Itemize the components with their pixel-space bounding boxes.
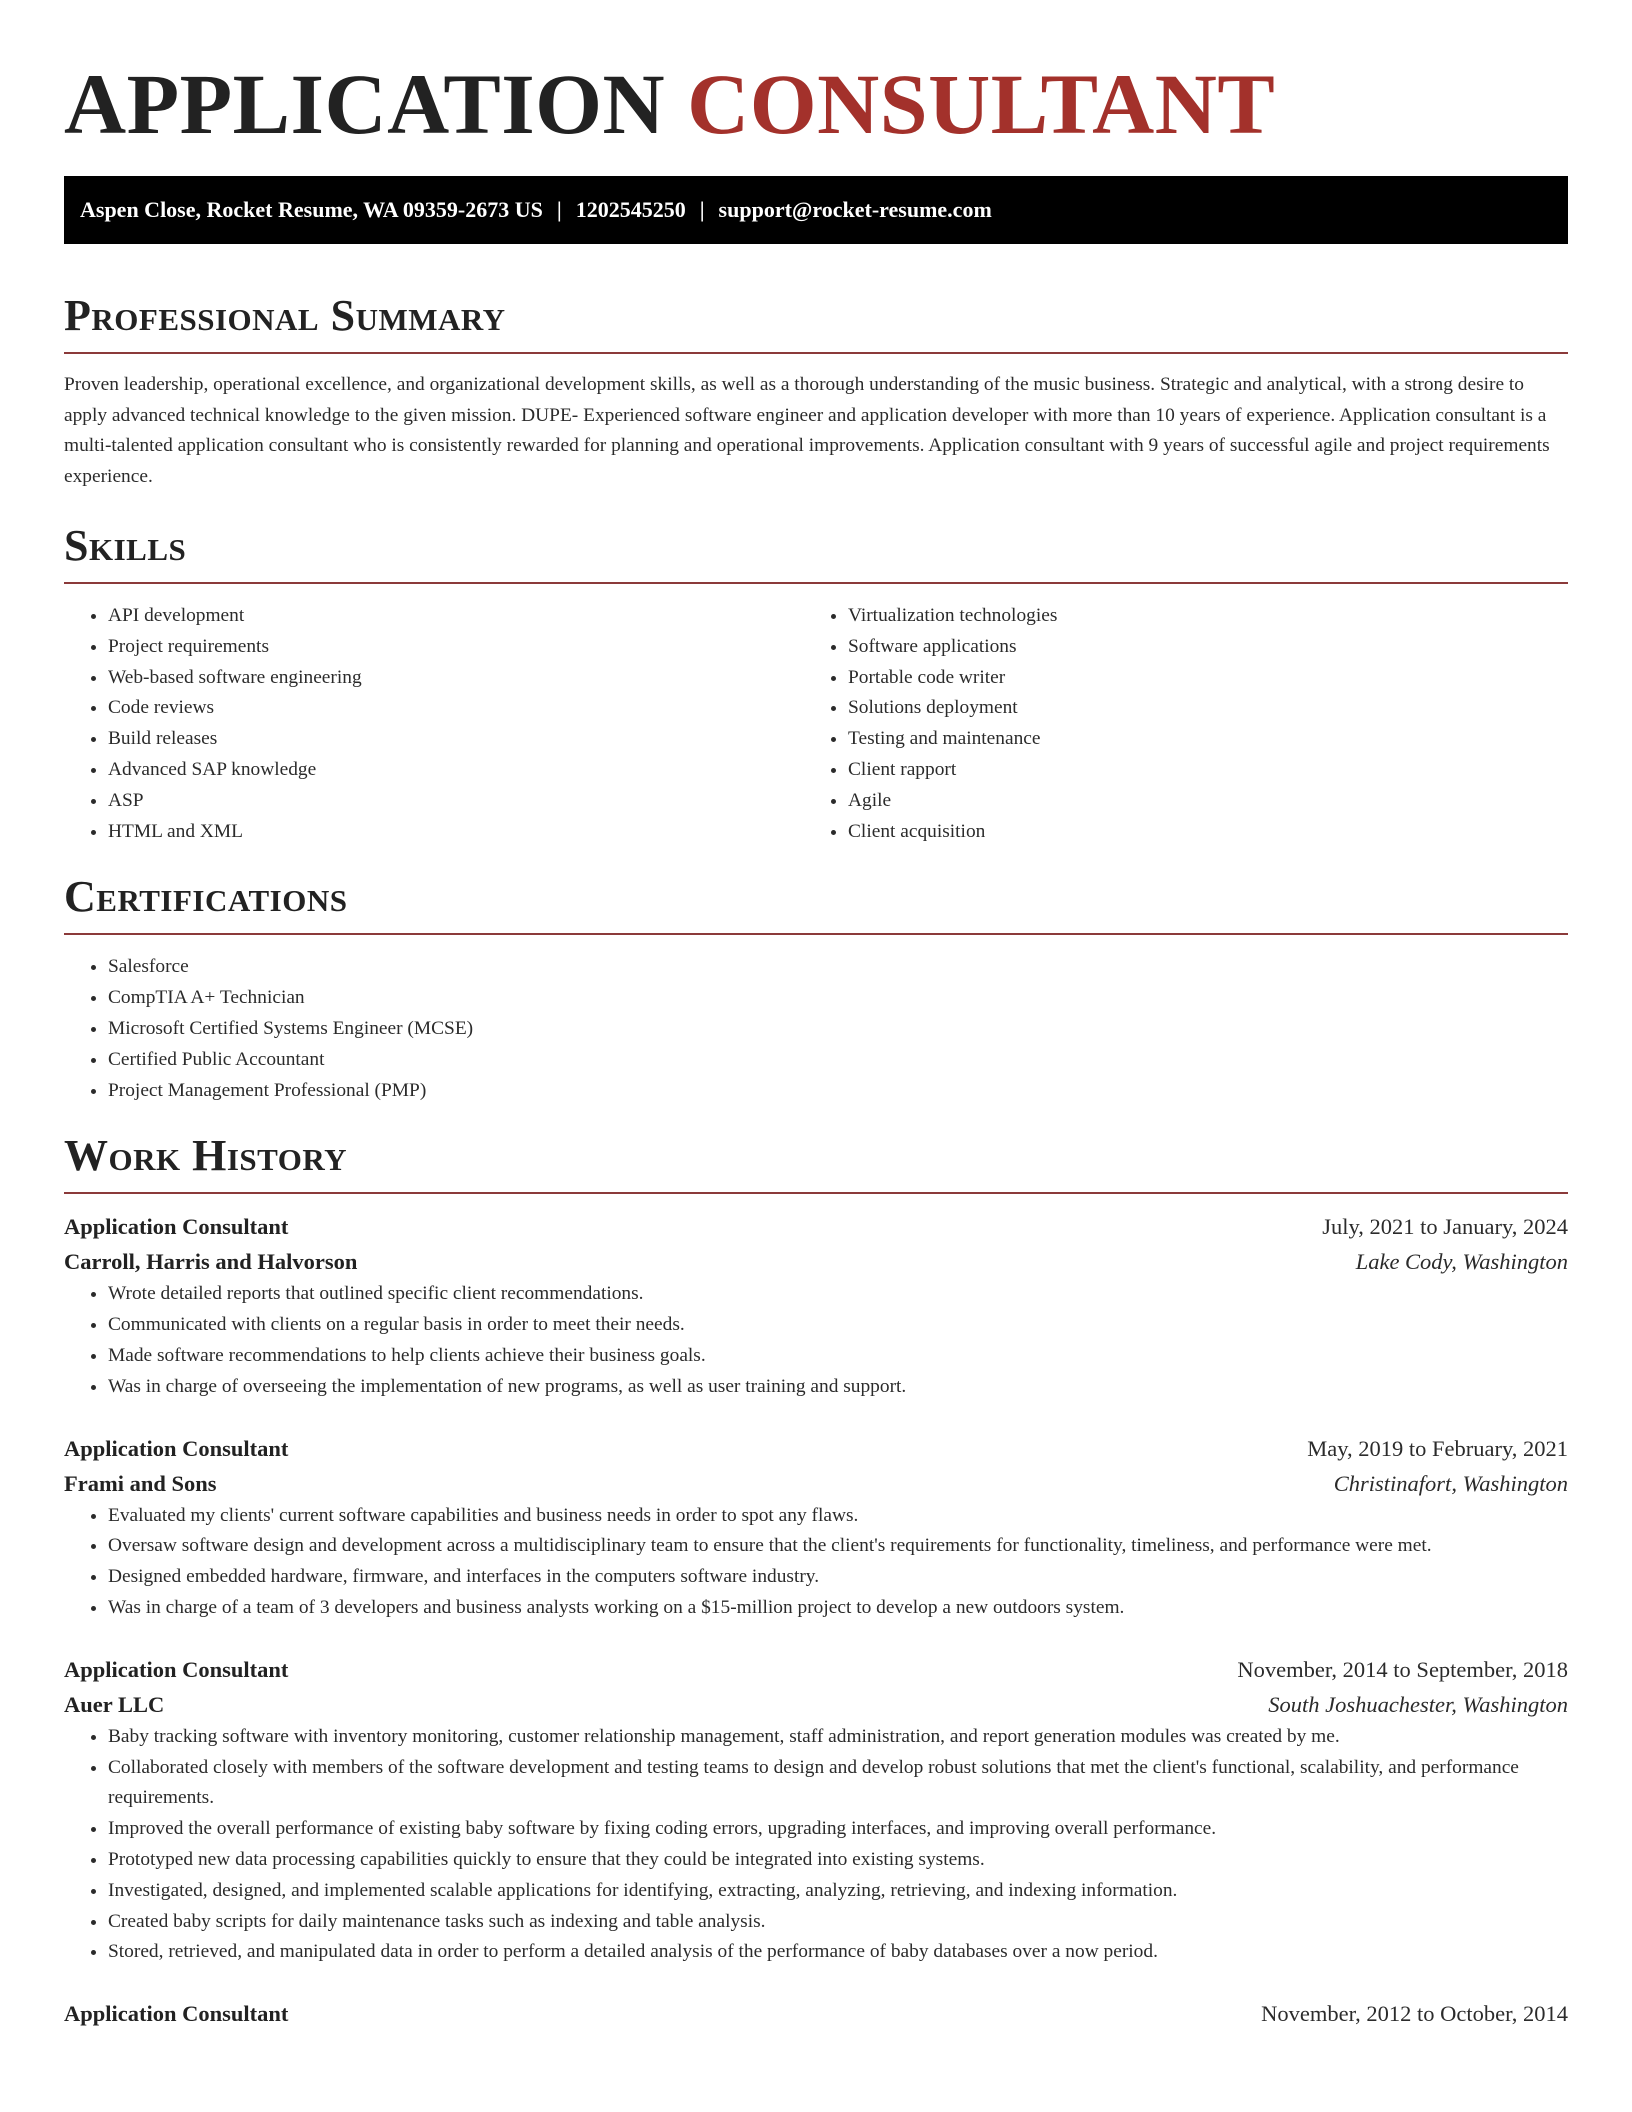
job-bullets bbox=[64, 1501, 1568, 1624]
certification-item: • CompTIA A+ Technician bbox=[108, 983, 1568, 1014]
job-bullet: • Designed embedded hardware, firmware, and interfaces in the computers software industry. bbox=[108, 1562, 1568, 1593]
contact-bar bbox=[64, 176, 1568, 244]
job-bullet: • Was in charge of a team of 3 developers and business analysts working on a $15-million project to develop a new outdoors system. bbox=[108, 1593, 1568, 1624]
skill-item: • Web-based software engineering bbox=[108, 663, 804, 694]
contact-email[interactable]: support@rocket-resume.com bbox=[718, 197, 992, 222]
job-subheader bbox=[64, 1244, 1568, 1279]
skill-item: • HTML and XML bbox=[108, 817, 804, 848]
job-bullet: • Stored, retrieved, and manipulated data in order to perform a detailed analysis of the performance of baby databases over a now period. bbox=[108, 1937, 1568, 1968]
job-title: Application Consultant bbox=[64, 1435, 289, 1461]
job-bullet: • Prototyped new data processing capabilities quickly to ensure that they could be integrated into existing systems. bbox=[108, 1845, 1568, 1876]
skill-item: • Portable code writer bbox=[848, 663, 1544, 694]
skill-item: • Agile bbox=[848, 786, 1544, 817]
skills-section bbox=[64, 520, 1568, 847]
job-entry bbox=[64, 1652, 1568, 1968]
job-bullets bbox=[64, 1722, 1568, 1968]
skill-item: • Code reviews bbox=[108, 693, 804, 724]
job-entry bbox=[64, 1209, 1568, 1402]
skill-item: • Project requirements bbox=[108, 632, 804, 663]
job-subheader bbox=[64, 1687, 1568, 1722]
certification-item: • Microsoft Certified Systems Engineer (MCSE) bbox=[108, 1014, 1568, 1045]
job-bullet: • Baby tracking software with inventory monitoring, customer relationship management, staff administration, and report generation modules was created by me. bbox=[108, 1722, 1568, 1753]
contact-separator: | bbox=[699, 197, 705, 222]
certifications-list bbox=[64, 952, 1568, 1106]
job-bullet: • Oversaw software design and development across a multidisciplinary team to ensure that the client's requirements for functionality, timeliness, and performance were met. bbox=[108, 1531, 1568, 1562]
summary-section bbox=[64, 290, 1568, 492]
job-dates: November, 2012 to October, 2014 bbox=[1261, 2001, 1568, 2027]
section-divider bbox=[64, 933, 1568, 935]
skill-item: • ASP bbox=[108, 786, 804, 817]
certification-item: • Project Management Professional (PMP) bbox=[108, 1076, 1568, 1107]
job-dates: May, 2019 to February, 2021 bbox=[1307, 1435, 1568, 1461]
job-header bbox=[64, 1209, 1568, 1244]
skills-heading: Skills bbox=[64, 521, 187, 570]
skill-item: • Client rapport bbox=[848, 755, 1544, 786]
job-bullet: • Wrote detailed reports that outlined specific client recommendations. bbox=[108, 1279, 1568, 1310]
job-title: Application Consultant bbox=[64, 2001, 289, 2027]
title-part-2: CONSULTANT bbox=[687, 56, 1276, 152]
skill-item: • Software applications bbox=[848, 632, 1544, 663]
job-bullet: • Created baby scripts for daily maintenance tasks such as indexing and table analysis. bbox=[108, 1907, 1568, 1938]
job-dates: November, 2014 to September, 2018 bbox=[1237, 1656, 1568, 1682]
section-divider bbox=[64, 582, 1568, 584]
contact-separator: | bbox=[556, 197, 562, 222]
job-subheader bbox=[64, 1466, 1568, 1501]
skills-columns bbox=[64, 601, 1568, 847]
skills-list-left bbox=[64, 601, 804, 847]
job-bullet: • Communicated with clients on a regular basis in order to meet their needs. bbox=[108, 1310, 1568, 1341]
job-bullet: • Improved the overall performance of existing baby software by fixing coding errors, upgrading interfaces, and improving overall performance. bbox=[108, 1814, 1568, 1845]
section-divider bbox=[64, 1192, 1568, 1194]
resume-title bbox=[64, 0, 1568, 176]
skill-item: • Advanced SAP knowledge bbox=[108, 755, 804, 786]
job-entry bbox=[64, 1996, 1568, 2031]
skills-column-left bbox=[64, 601, 804, 847]
certifications-heading: Certifications bbox=[64, 872, 348, 922]
skills-list-right bbox=[804, 601, 1544, 847]
skill-item: • Build releases bbox=[108, 724, 804, 755]
job-title: Application Consultant bbox=[64, 1214, 289, 1240]
certifications-section bbox=[64, 871, 1568, 1106]
work-history-section bbox=[64, 1130, 1568, 2031]
job-header bbox=[64, 1652, 1568, 1687]
job-title: Application Consultant bbox=[64, 1656, 289, 1682]
job-dates: July, 2021 to January, 2024 bbox=[1322, 1214, 1568, 1240]
skill-item: • API development bbox=[108, 601, 804, 632]
job-company: Frami and Sons bbox=[64, 1470, 217, 1496]
skill-item: • Solutions deployment bbox=[848, 693, 1544, 724]
job-company: Carroll, Harris and Halvorson bbox=[64, 1249, 358, 1275]
section-divider bbox=[64, 352, 1568, 354]
job-bullet: • Collaborated closely with members of the software development and testing teams to design and develop robust solutions that met the client's functional, scalability, and performance requirements. bbox=[108, 1753, 1568, 1815]
job-bullet: • Investigated, designed, and implemented scalable applications for identifying, extracting, analyzing, retrieving, and indexing information. bbox=[108, 1876, 1568, 1907]
job-entry bbox=[64, 1431, 1568, 1624]
summary-text: Proven leadership, operational excellence, and organizational development skills, as well as a thorough understanding of the music business. Strategic and analytical, with a strong desire to apply advanced technical knowledge to the given mission. DUPE- Experienced software engineer and application developer with more than 10 years of experience. Application consultant is a multi-talented application consultant who is consistently rewarded for planning and operational improvements. Application consultant with 9 years of successful agile and project requirements experience. bbox=[64, 374, 1550, 487]
job-header bbox=[64, 1431, 1568, 1466]
skill-item: • Virtualization technologies bbox=[848, 601, 1544, 632]
skill-item: • Testing and maintenance bbox=[848, 724, 1544, 755]
certification-item: • Salesforce bbox=[108, 952, 1568, 983]
contact-address: Aspen Close, Rocket Resume, WA 09359-2673 US bbox=[80, 197, 543, 222]
title-part-1: APPLICATION bbox=[64, 56, 666, 152]
work-history-heading: Work History bbox=[64, 1131, 348, 1181]
job-bullets bbox=[64, 1279, 1568, 1402]
summary-heading: Professional Summary bbox=[64, 291, 506, 340]
job-bullet: • Made software recommendations to help clients achieve their business goals. bbox=[108, 1341, 1568, 1372]
job-header bbox=[64, 1996, 1568, 2031]
job-location: Christinafort, Washington bbox=[1333, 1470, 1568, 1496]
job-company: Auer LLC bbox=[64, 1691, 165, 1717]
skill-item: • Client acquisition bbox=[848, 817, 1544, 848]
job-location: Lake Cody, Washington bbox=[1355, 1249, 1568, 1275]
job-bullet: • Evaluated my clients' current software capabilities and business needs in order to spot any flaws. bbox=[108, 1501, 1568, 1532]
job-location: South Joshuachester, Washington bbox=[1268, 1691, 1568, 1717]
certification-item: • Certified Public Accountant bbox=[108, 1045, 1568, 1076]
contact-phone[interactable]: 1202545250 bbox=[575, 197, 686, 222]
job-bullet: • Was in charge of overseeing the implementation of new programs, as well as user training and support. bbox=[108, 1372, 1568, 1403]
skills-column-right bbox=[804, 601, 1544, 847]
